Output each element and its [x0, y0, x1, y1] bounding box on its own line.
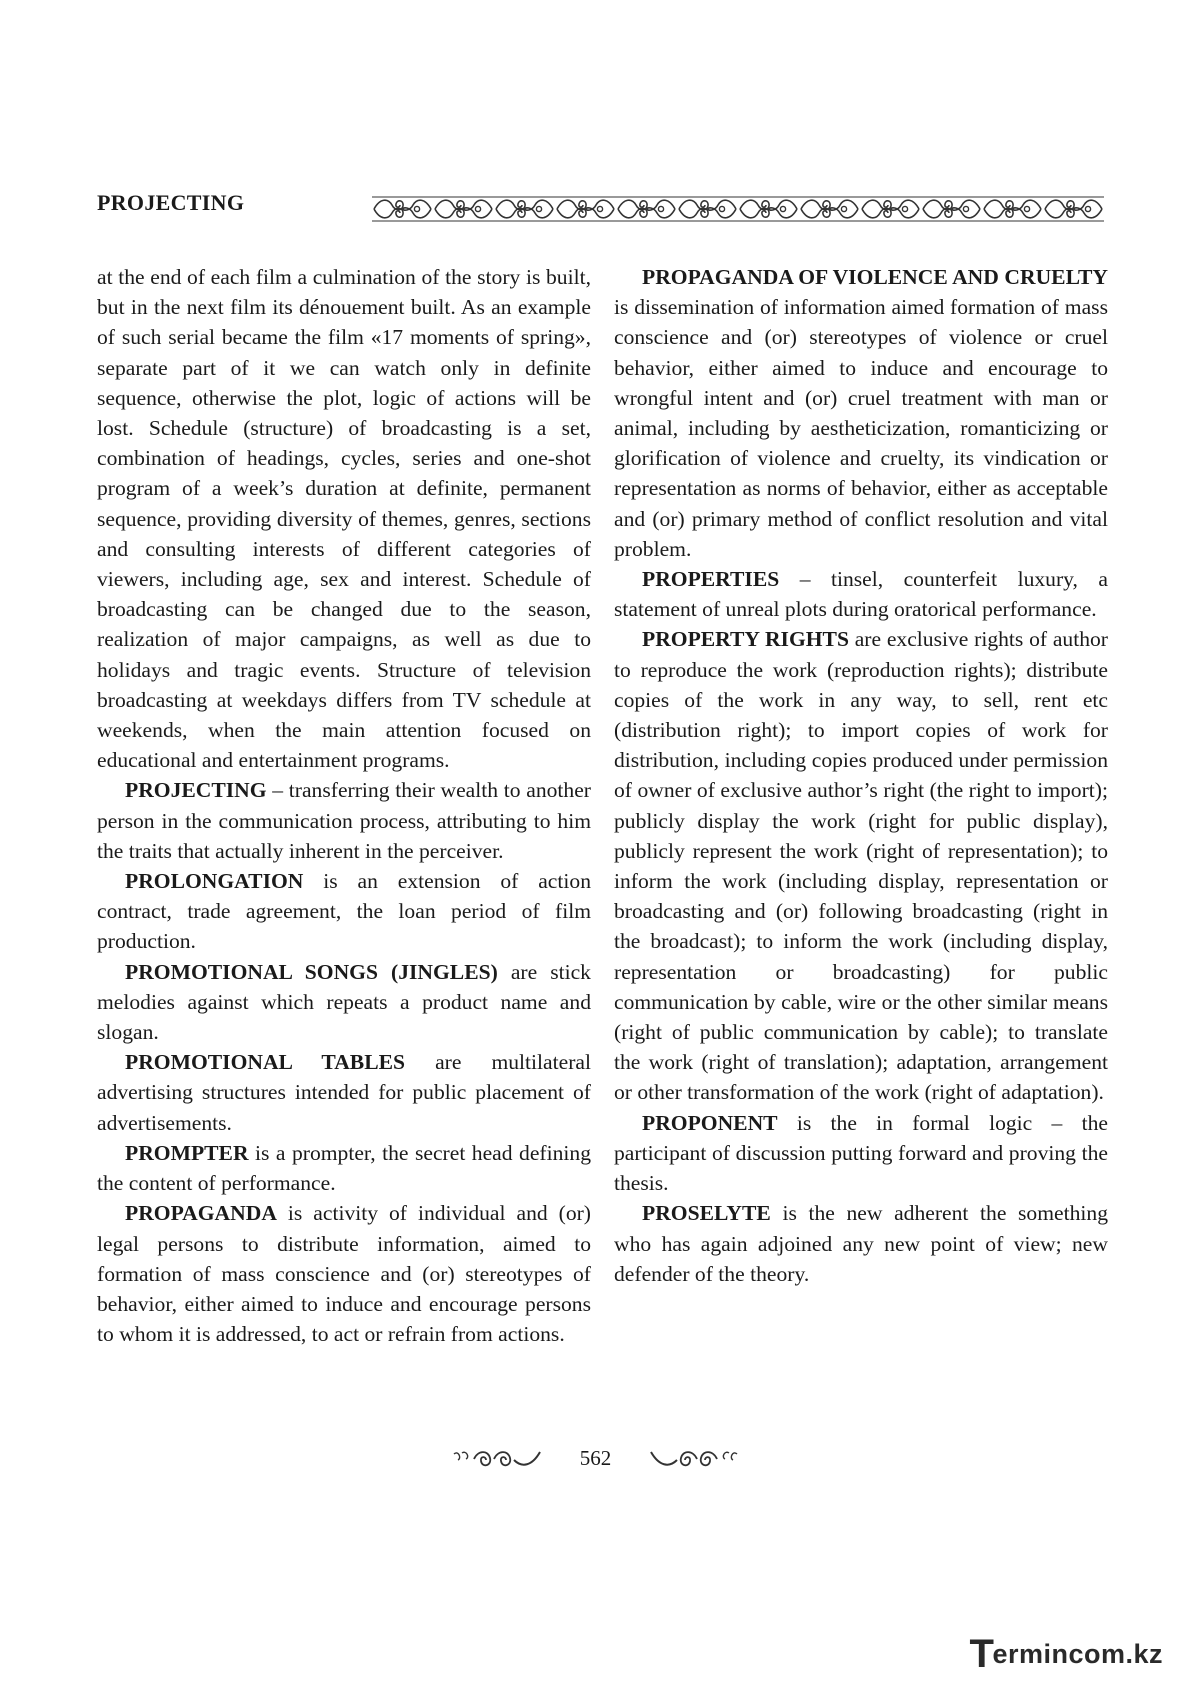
entry-term: PROPERTIES	[642, 567, 780, 592]
entry-body: are stick melodies against which repeats a product name and slogan.	[97, 959, 591, 1045]
header-ornament-band	[372, 196, 1104, 222]
running-head-title: PROJECTING	[97, 190, 245, 215]
entry-term: PROPAGANDA	[125, 1201, 277, 1226]
entry-term: PROPERTY RIGHTS	[642, 627, 849, 652]
entry-body: is activity of individual and (or) legal persons to distribute information, aimed to formation of mass conscience and (or) stereotypes of behavior, either aimed to induce and encourage persons to whom it is addressed, to act or refrain from actions.	[97, 1201, 591, 1347]
watermark-logo-icon: T	[969, 1632, 995, 1676]
right-column	[614, 262, 1108, 1289]
entry-body: are exclusive rights of author to reproduce the work (reproduction rights); distribute copies of the work in any way, to sell, rent etc (distribution right); to import copies of work for distribution, including copies produced under permission of owner of exclusive author’s right (the right to import); publicly display the work (right for public display), publicly represent the work (right of representation); to inform the work (including display, representation or broadcasting and (or) following broadcasting (right in the broadcast); to inform the work (including display, representation or broadcasting) for public communication by cable, wire or the other similar means (right of public communication by cable); to translate the work (right of translation); adaptation, arrangement or other transformation of the work (right of adaptation).	[614, 627, 1108, 1105]
entry-body: – tinsel, counterfeit luxury, a statement of unreal plots during oratorical performance.	[614, 567, 1108, 622]
entry-term: PROPAGANDA OF VIOLENCE AND CRUELTY	[642, 265, 1108, 289]
entry-term: PROSELYTE	[642, 1201, 771, 1226]
entry-promotional-tables	[97, 1047, 591, 1138]
entry-prompter	[97, 1138, 591, 1198]
entry-body: are multilateral advertising structures intended for public placement of advertisements.	[97, 1050, 591, 1135]
entry-term: PROMOTIONAL TABLES	[125, 1050, 406, 1075]
entry-body: is an extension of action contract, trade agreement, the loan period of film production.	[97, 869, 591, 954]
entry-term: PROJECTING	[125, 778, 267, 803]
watermark-text-rest: ermincom.kz	[992, 1639, 1163, 1669]
entry-term: PROMPTER	[125, 1140, 249, 1165]
entry-propaganda-of-violence	[614, 262, 1108, 564]
entry-body: – transferring their wealth to another person in the communication process, attributing to him the traits that actually inherent in the perceiver.	[97, 778, 591, 863]
entry-term: PROPONENT	[642, 1110, 778, 1135]
left-footer-ornament-icon	[452, 1448, 542, 1470]
entry-body: is dissemination of information aimed formation of mass conscience and (or) stereotypes of violence or cruel behavior, either aimed to induce and encourage to wrongful intent and (or) cruel treatment with man or animal, including by aestheticization, romanticizing or glorification of violence and cruelty, its vindication or representation as norms of behavior, either as acceptable and (or) primary method of conflict resolution and vital problem.	[614, 295, 1108, 561]
entry-promotional-songs	[97, 957, 591, 1048]
entry-term: PROLONGATION	[125, 869, 304, 894]
entry-continuation	[97, 262, 591, 775]
entry-property-rights	[614, 624, 1108, 1107]
entry-body: is the in formal logic – the participant of discussion putting forward and proving the thesis.	[614, 1110, 1108, 1196]
termincom-watermark	[970, 1632, 1164, 1677]
page-number: 562	[579, 1446, 612, 1470]
entry-proselyte	[614, 1198, 1108, 1289]
entry-body: is a prompter, the secret head defining the content of performance.	[97, 1140, 591, 1196]
entry-term: PROMOTIONAL SONGS (JINGLES)	[125, 959, 498, 984]
page-footer	[0, 1446, 1191, 1471]
entry-properties	[614, 564, 1108, 624]
entry-body: is the new adherent the something who has again adjoined any new point of view; new defender of the theory.	[614, 1201, 1108, 1286]
entry-proponent	[614, 1108, 1108, 1199]
entry-prolongation	[97, 866, 591, 957]
right-footer-ornament-icon	[649, 1448, 739, 1470]
entry-propaganda	[97, 1198, 591, 1349]
left-column	[97, 262, 591, 1349]
entry-body: at the end of each film a culmination of the story is built, but in the next film its dénouement built. As an example of such serial became the film «17 moments of spring», separate part of it we can watch only in definite sequence, otherwise the plot, logic of actions will be lost. Schedule (structure) of broadcasting is a set, combination of headings, cycles, series and one-shot program of a week’s duration at definite, permanent sequence, providing diversity of themes, genres, sections and consulting interests of different categories of viewers, including age, sex and interest. Schedule of broadcasting can be changed due to the season, realization of major campaigns, as well as due to holidays and tragic events. Structure of television broadcasting at weekdays differs from TV schedule at weekends, when the main attention focused on educational and entertainment programs.	[97, 265, 591, 773]
entry-projecting	[97, 775, 591, 866]
